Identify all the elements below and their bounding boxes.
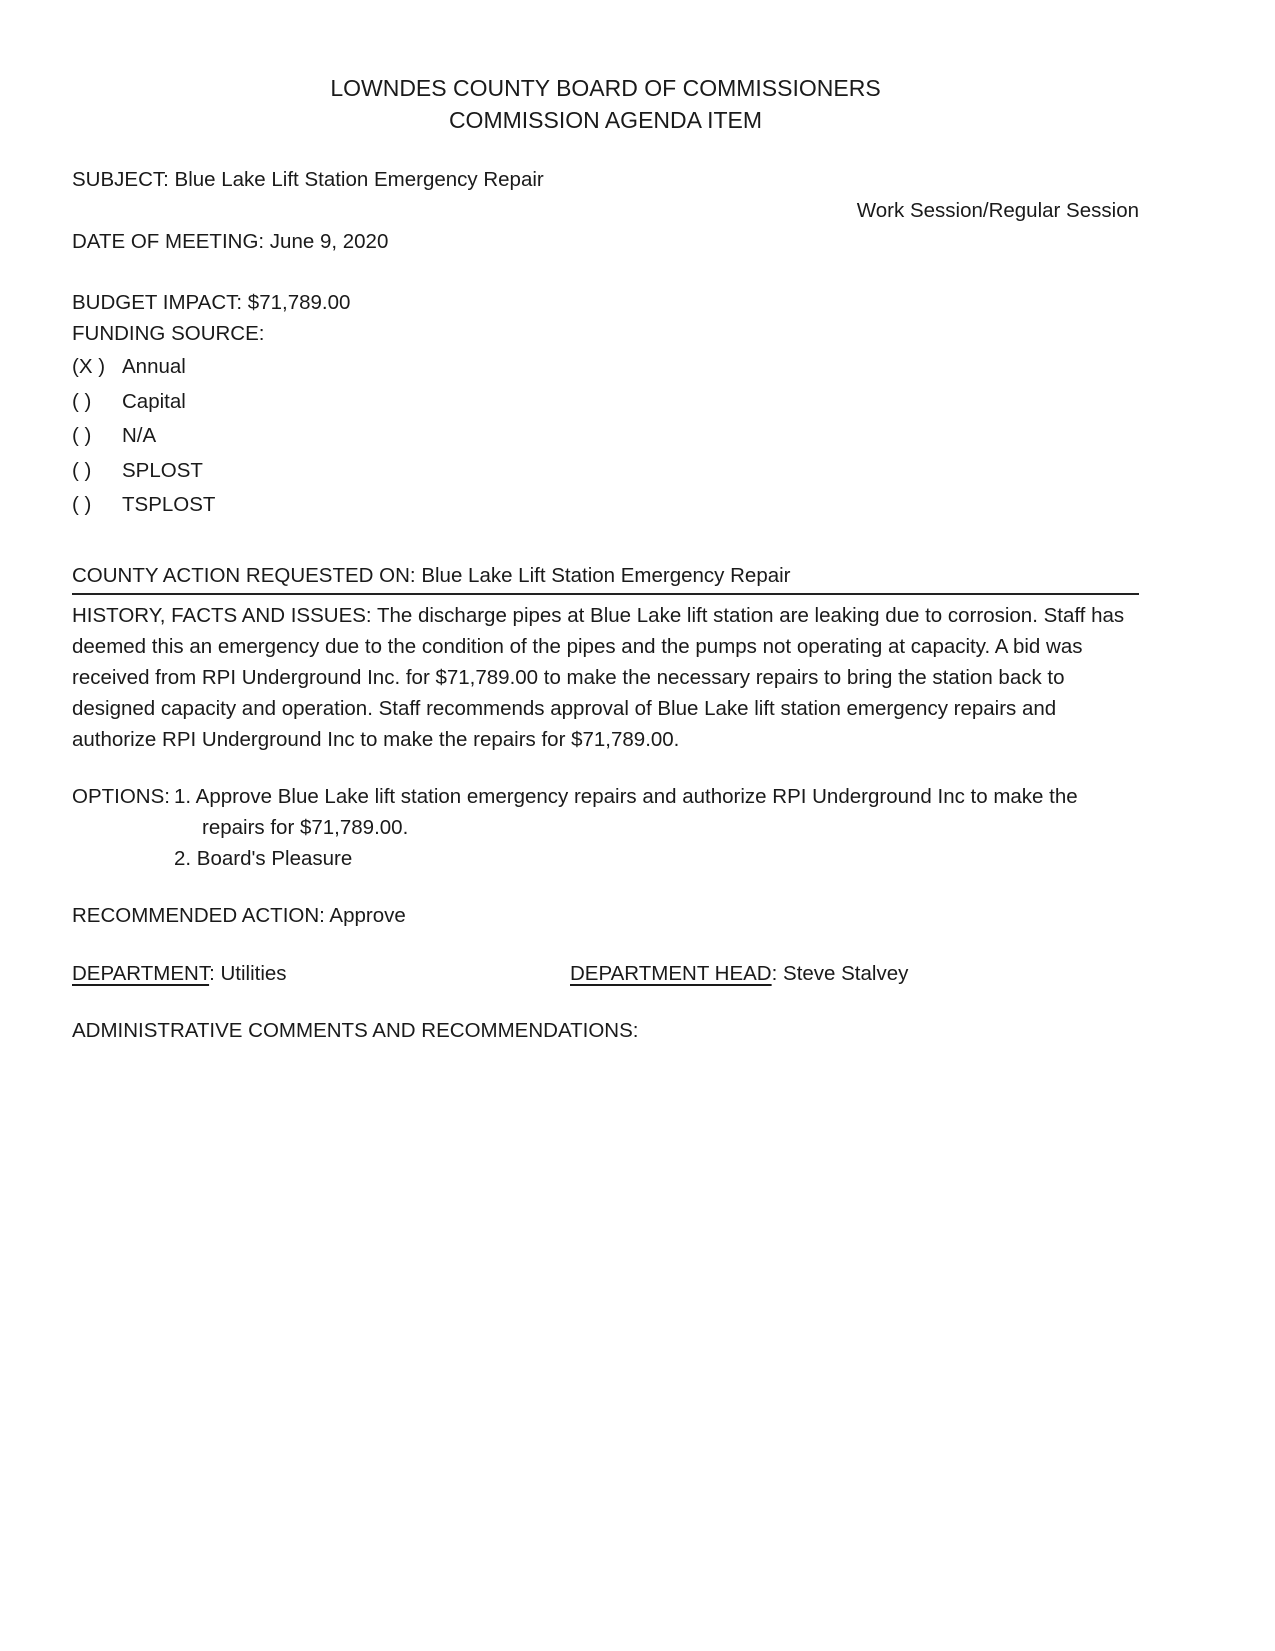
department-label: DEPARTMENT [72,961,210,985]
funding-option-label: SPLOST [122,458,203,482]
option-item-1: 1. Approve Blue Lake lift station emergency repairs and authorize RPI Underground Inc to make the repairs for $71,789.00. [174,784,1084,839]
department-line [72,958,1139,989]
checkbox-empty-mark: ( ) [72,389,92,413]
options-section [72,781,1139,874]
meeting-date-label: DATE OF MEETING: [72,230,270,253]
funding-option-label: Annual [122,355,186,378]
recommended-action-label: RECOMMENDED ACTION: [72,903,330,927]
funding-source-list [72,351,1139,524]
subject-line [72,164,1139,195]
subject-label: SUBJECT: [72,168,175,191]
county-action-value: Blue Lake Lift Station Emergency Repair [421,563,791,587]
session-text: Work Session/Regular Session [856,199,1139,222]
checkbox-empty-mark: ( ) [72,458,92,482]
funding-option-label: TSPLOST [122,493,216,516]
checkbox-empty-mark: ( ) [72,424,92,447]
funding-source-line [72,318,1139,349]
department-head-value: : Steve Stalvey [771,961,909,985]
recommended-action-value: Approve [329,903,406,927]
meeting-date-value: June 9, 2020 [269,230,389,253]
department-head-label: DEPARTMENT HEAD [570,961,772,985]
session-line [72,195,1139,226]
funding-option-capital [72,386,1139,421]
meeting-date-line [72,226,1139,257]
document-title [72,72,1139,136]
county-action-label: COUNTY ACTION REQUESTED ON: [72,563,422,587]
title-line-1: LOWNDES COUNTY BOARD OF COMMISSIONERS [330,75,881,101]
funding-option-label: N/A [122,424,157,447]
budget-impact-line [72,287,1139,318]
county-action-line [72,560,1139,595]
checkbox-checked-mark: (X ) [72,355,106,378]
funding-option-na [72,420,1139,455]
department-cell [72,958,570,989]
history-facts-issues-paragraph: HISTORY, FACTS AND ISSUES: The discharge pipes at Blue Lake lift station are leaking due to corrosion. Staff has deemed this an emergency due to the condition of the pipes and the pumps not operating at capacity. A bid was received from RPI Underground Inc. for $71,789.00 to make the necessary repairs to bring the station back to designed capacity and operation. Staff recommends approval of Blue Lake lift station emergency repairs and authorize RPI Underground Inc to make the repairs for $71,789.00. [72,603,1130,751]
funding-option-tsplost [72,489,1139,524]
funding-source-label: FUNDING SOURCE: [72,322,265,345]
title-line-2: COMMISSION AGENDA ITEM [448,107,763,133]
options-label: OPTIONS: [72,784,170,808]
subject-value: Blue Lake Lift Station Emergency Repair [174,168,544,191]
funding-option-splost [72,455,1139,490]
administrative-comments-label: ADMINISTRATIVE COMMENTS AND RECOMMENDATIONS: [72,1018,639,1042]
funding-option-label: Capital [122,389,186,413]
department-value: : Utilities [209,961,287,985]
options-items [174,781,1139,874]
budget-impact-value: $71,789.00 [247,291,351,314]
budget-impact-label: BUDGET IMPACT: [72,291,248,314]
department-head-cell [570,958,1139,989]
funding-option-annual [72,351,1139,386]
recommended-action-line [72,900,1139,931]
administrative-comments-line [72,1015,1139,1046]
option-item-2: 2. Board's Pleasure [174,846,353,870]
checkbox-empty-mark: ( ) [72,493,92,516]
